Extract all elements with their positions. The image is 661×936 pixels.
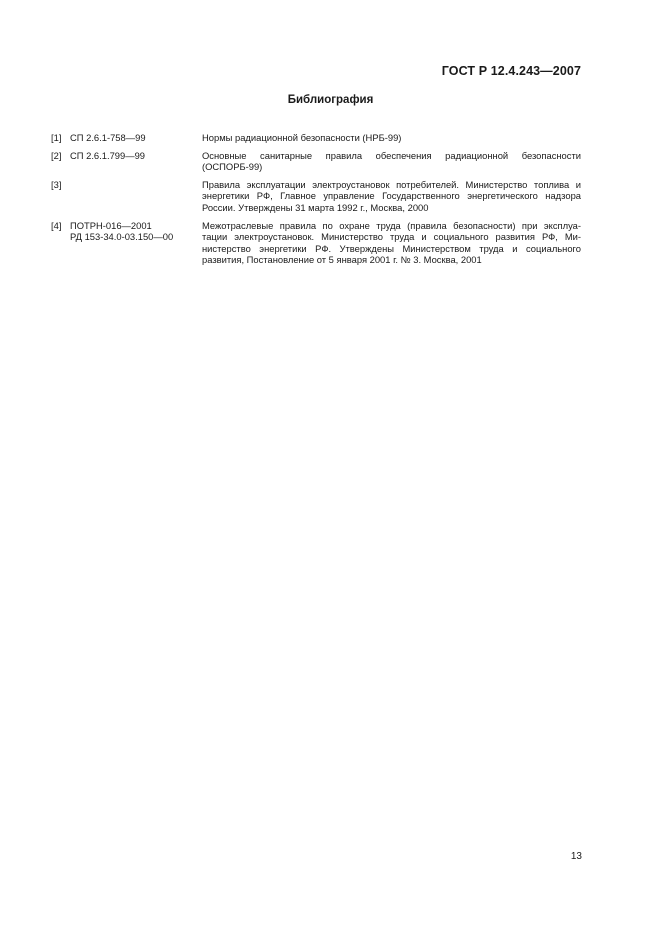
- page-title: Библиография: [287, 94, 374, 106]
- entry-text-line: (ОСПОРБ-99): [202, 161, 263, 173]
- document-code: ГОСТ Р 12.4.243—2007: [441, 64, 581, 78]
- entry-text-line: Основные санитарные правила обеспечения радиационной безопасности: [202, 149, 581, 161]
- entry-number: [1]: [51, 132, 62, 143]
- entry-text-line: России. Утверждены 31 марта 1992 г., Москва, 2000: [202, 201, 429, 213]
- entry-reference: [70, 132, 202, 144]
- entry-text-line: энергетики РФ, Главное управление Государственного энергетического надзора: [202, 190, 581, 202]
- reference-code: ПОТРН-016—2001: [70, 219, 152, 231]
- entry-text: [202, 220, 581, 266]
- entry-text: [202, 179, 581, 214]
- entry-text-line: развития, Постановление от 5 января 2001 г. № 3. Москва, 2001: [202, 254, 482, 266]
- bibliography-list: [51, 132, 581, 272]
- reference-code: РД 153-34.0-03.150—00: [70, 231, 174, 243]
- entry-reference: [70, 150, 202, 162]
- entry-text-line: Нормы радиационной безопасности (НРБ-99): [202, 132, 402, 143]
- bibliography-entry: [51, 132, 581, 144]
- entry-text: [202, 132, 581, 144]
- entry-number: [4]: [51, 219, 62, 231]
- entry-text-line: Межотраслевые правила по охране труда (правила безопасности) при эксплуа-: [202, 219, 581, 231]
- entry-number: [3]: [51, 178, 62, 190]
- entry-number: [2]: [51, 149, 62, 161]
- bibliography-entry: [51, 220, 581, 266]
- entry-text-line: нистерство энергетики РФ. Утверждены Министерством труда и социального: [202, 242, 581, 254]
- entry-text-line: Правила эксплуатации электроустановок потребителей. Министерство топлива и: [202, 178, 581, 190]
- bibliography-entry: [51, 150, 581, 173]
- entry-text-line: тации электроустановок. Министерство труда и социального развития РФ, Ми-: [202, 231, 581, 243]
- bibliography-entry: [51, 179, 581, 214]
- entry-reference: [70, 220, 202, 243]
- reference-code: СП 2.6.1-758—99: [70, 132, 146, 143]
- page-number: 13: [570, 851, 582, 862]
- entry-text: [202, 150, 581, 173]
- reference-code: СП 2.6.1.799—99: [70, 149, 146, 161]
